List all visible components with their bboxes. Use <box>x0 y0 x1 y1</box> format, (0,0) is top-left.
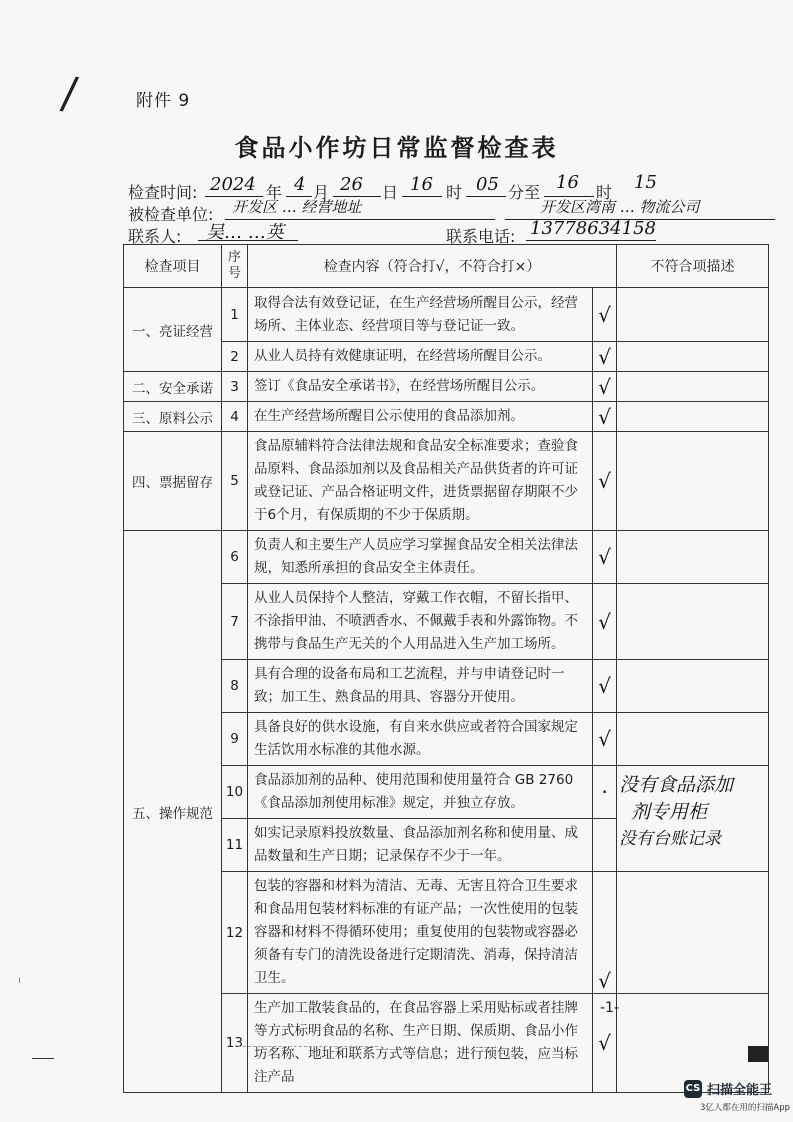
check-mark: √ <box>598 1031 611 1055</box>
scanner-logo-icon: CS <box>684 1080 702 1098</box>
row-no: 9 <box>222 713 248 766</box>
margin-tick: ı <box>18 975 21 986</box>
row-mark <box>593 872 617 994</box>
row-desc <box>617 994 769 1093</box>
time-end-unit: 时 <box>596 183 613 202</box>
inspection-table <box>123 244 769 1093</box>
row-no: 5 <box>222 432 248 531</box>
table-row <box>124 531 769 584</box>
header-no: 序号 <box>222 245 248 288</box>
nonconformity-note <box>617 766 769 872</box>
table-row <box>124 288 769 342</box>
row-mark <box>593 372 617 402</box>
check-mark: √ <box>598 344 611 369</box>
row-desc <box>617 402 769 432</box>
row-desc <box>617 531 769 584</box>
row-mark <box>593 432 617 531</box>
scan-artifact-blot <box>748 1046 768 1062</box>
row-no: 4 <box>222 402 248 432</box>
attachment-label: 附件 9 <box>136 91 191 111</box>
time-minute: 05 <box>476 174 499 195</box>
scan-artifact-dashes <box>238 1046 378 1047</box>
scan-artifact-line <box>32 1058 54 1059</box>
check-mark: √ <box>598 374 611 399</box>
row-content: 包装的容器和材料为清洁、无毒、无害且符合卫生要求和食品用包装材料标准的有证产品；一次性使用的包装容器和材料不得循环使用；重复使用的包装物或容器必须备有专门的清洗设备进行定期清洗、消毒，保持清洁卫生。 <box>248 872 593 994</box>
row-no: 10 <box>222 766 248 819</box>
check-mark: √ <box>598 404 611 429</box>
check-mark: √ <box>598 469 611 493</box>
phone-label: 联系电话: <box>446 227 516 246</box>
unit-value: 开发区 … 经营地址 <box>232 198 362 216</box>
table-row <box>124 432 769 531</box>
row-no: 6 <box>222 531 248 584</box>
page-title: 食品小作坊日常监督检查表 <box>234 134 559 162</box>
group-label: 三、原料公示 <box>124 402 222 432</box>
time-hour-unit: 时 <box>446 183 463 202</box>
row-mark <box>593 288 617 342</box>
row-content: 食品原辅料符合法律法规和食品安全标准要求；查验食品原料、食品添加剂以及食品相关产品供货者的许可证或登记证、产品合格证明文件，进货票据留存期限不少于6个月，有保质期的不少于保质期。 <box>248 432 593 531</box>
table-row <box>124 402 769 432</box>
row-content: 具备良好的供水设施，有自来水供应或者符合国家规定生活饮用水标准的其他水源。 <box>248 713 593 766</box>
check-mark: √ <box>598 969 611 993</box>
row-content: 具有合理的设备布局和工艺流程，并与申请登记时一致；加工生、熟食品的用具、容器分开使用。 <box>248 660 593 713</box>
row-no: 1 <box>222 288 248 342</box>
note-line-3: 没有台账记录 <box>619 829 721 849</box>
row-content: 签订《食品安全承诺书》，在经营场所醒目公示。 <box>248 372 593 402</box>
check-mark: √ <box>598 674 611 698</box>
margin-slash-mark: / <box>58 67 81 120</box>
scanner-name: 扫描全能王 <box>707 1083 773 1098</box>
row-content: 取得合法有效登记证，在生产经营场所醒目公示，经营场所、主体业态、经营项目等与登记证一致。 <box>248 288 593 342</box>
unit-value-2: 开发区湾南 … 物流公司 <box>540 198 700 216</box>
check-mark: · <box>601 780 608 804</box>
row-content: 食品添加剂的品种、使用范围和使用量符合 GB 2760《食品添加剂使用标准》规定，并独立存放。 <box>248 766 593 819</box>
row-desc <box>617 432 769 531</box>
header-desc: 不符合项描述 <box>617 245 769 288</box>
time-end-hour: 16 <box>556 172 579 193</box>
row-desc <box>617 872 769 994</box>
row-no: 3 <box>222 372 248 402</box>
check-mark: √ <box>598 302 611 327</box>
table-header-row <box>124 245 769 288</box>
row-mark <box>593 531 617 584</box>
scanner-watermark <box>684 1079 772 1098</box>
time-year-unit: 年 <box>266 183 283 202</box>
note-line-2: 剂专用柜 <box>631 801 708 823</box>
time-year: 2024 <box>210 174 256 195</box>
header-item: 检查项目 <box>124 245 222 288</box>
time-month: 4 <box>294 174 306 195</box>
time-end-minute: 15 <box>634 172 657 193</box>
row-desc <box>617 372 769 402</box>
row-mark <box>593 660 617 713</box>
table-row <box>124 372 769 402</box>
row-mark <box>593 342 617 372</box>
row-desc <box>617 660 769 713</box>
time-hour: 16 <box>410 174 433 195</box>
contact-value: 吴… …英 <box>206 222 284 243</box>
group-label: 二、安全承诺 <box>124 372 222 402</box>
row-desc <box>617 342 769 372</box>
time-day-unit: 日 <box>382 183 399 202</box>
row-no: 2 <box>222 342 248 372</box>
row-content: 负责人和主要生产人员应学习掌握食品安全相关法律法规，知悉所承担的食品安全主体责任。 <box>248 531 593 584</box>
row-desc <box>617 713 769 766</box>
row-no: 8 <box>222 660 248 713</box>
row-content: 如实记录原料投放数量、食品添加剂名称和使用量、成品数量和生产日期；记录保存不少于一年。 <box>248 819 593 872</box>
row-content: 在生产经营场所醒目公示使用的食品添加剂。 <box>248 402 593 432</box>
row-mark <box>593 713 617 766</box>
check-mark: √ <box>598 609 611 634</box>
time-label: 检查时间: <box>128 183 198 202</box>
scanner-tagline: 3亿人都在用的扫描App <box>700 1103 791 1113</box>
row-no: 7 <box>222 584 248 660</box>
row-mark <box>593 766 617 819</box>
note-line-1: 没有食品添加 <box>619 774 734 796</box>
page-number: -1- <box>600 1000 620 1016</box>
unit-label: 被检查单位: <box>128 205 214 224</box>
row-content: 生产加工散装食品的，在食品容器上采用贴标或者挂牌等方式标明食品的名称、生产日期、保质期、食品小作坊名称、地址和联系方式等信息；进行预包装，应当标注产品 <box>248 994 593 1093</box>
group-label: 四、票据留存 <box>124 432 222 531</box>
time-month-unit: 月 <box>313 183 330 202</box>
row-no: 13 <box>222 994 248 1093</box>
row-desc <box>617 584 769 660</box>
check-mark: √ <box>598 727 611 751</box>
contact-label: 联系人: <box>128 227 182 246</box>
header-content: 检查内容（符合打√，不符合打×） <box>248 245 617 288</box>
phone-value: 13778634158 <box>530 218 656 239</box>
row-desc <box>617 288 769 342</box>
group-label: 一、亮证经营 <box>124 288 222 372</box>
row-mark <box>593 402 617 432</box>
row-mark <box>593 819 617 872</box>
row-no: 12 <box>222 872 248 994</box>
row-content: 从业人员持有效健康证明，在经营场所醒目公示。 <box>248 342 593 372</box>
check-mark: √ <box>598 545 611 569</box>
time-to-label: 分至 <box>508 183 541 202</box>
group-label: 五、操作规范 <box>124 531 222 1093</box>
row-mark <box>593 584 617 660</box>
time-day: 26 <box>340 174 363 195</box>
row-no: 11 <box>222 819 248 872</box>
row-content: 从业人员保持个人整洁，穿戴工作衣帽，不留长指甲、不涂指甲油、不喷洒香水、不佩戴手表和外露饰物。不携带与食品生产无关的个人用品进入生产加工场所。 <box>248 584 593 660</box>
